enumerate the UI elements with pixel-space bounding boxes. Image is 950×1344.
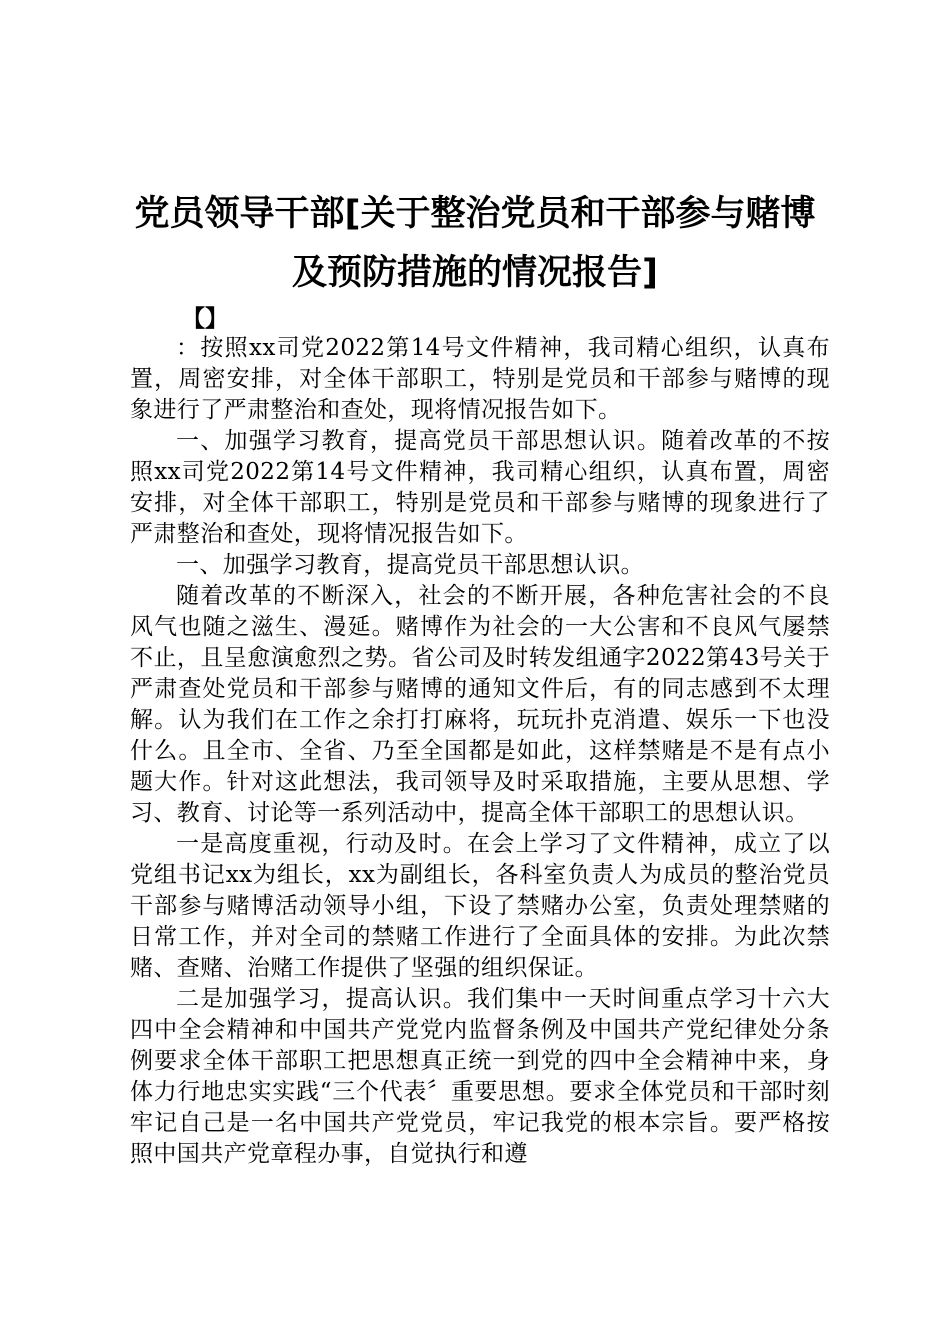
document-title-line-1: 党员领导干部[关于整治党员和干部参与赌博 bbox=[134, 194, 816, 234]
paragraph-background: 随着改革的不断深入，社会的不断开展，各种危害社会的不良风气也随之滋生、漫延。赌博作为社会的一大公害和不良风气屡禁不止，且呈愈演愈烈之势。省公司及时转发组通字2022第43号关于严肃查处党员和干部参与赌博的通知文件后，有的同志感到不太理解。认为我们在工作之余打打麻将，玩玩扑克消遣、娱乐一下也没什么。且全市、全省、乃至全国都是如此，这样禁赌是不是有点小题大作。针对这此想法，我司领导及时采取措施，主要从思想、学习、教育、讨论等一系列活动中，提高全体干部职工的思想认识。 bbox=[130, 583, 830, 826]
paragraph-point-1: 一是高度重视，行动及时。在会上学习了文件精神，成立了以党组书记xx为组长，xx为副组长，各科室负责人为成员的整治党员干部参与赌博活动领导小组，下设了禁赌办公室，负责处理禁赌的日常工作，并对全司的禁赌工作进行了全面具体的安排。为此次禁赌、查赌、治赌工作提供了坚强的组织保证。 bbox=[130, 831, 830, 981]
paragraph-intro: ：按照xx司党2022第14号文件精神，我司精心组织，认真布置，周密安排，对全体干部职工，特别是党员和干部参与赌博的现象进行了严肃整治和查处，现将情况报告如下。 bbox=[130, 335, 830, 423]
paragraph-point-2: 二是加强学习，提高认识。我们集中一天时间重点学习十六大四中全会精神和中国共产党党内监督条例及中国共产党纪律处分条例要求全体干部职工把思想真正统一到党的四中全会精神中来，身体力行地忠实实践“三个代表〞重要思想。要求全体党员和干部时刻牢记自己是一名中国共产党党员，牢记我党的根本宗旨。要严格按照中国共产党章程办事，自觉执行和遵 bbox=[130, 986, 830, 1167]
paragraph-section-1-heading: 一、加强学习教育，提高党员干部思想认识。 bbox=[176, 552, 644, 578]
bracket-mark: 【】 bbox=[182, 306, 228, 332]
document-title-line-2: 及预防措施的情况报告] bbox=[292, 253, 658, 293]
document-body bbox=[130, 333, 830, 1170]
paragraph-section-1-repeat: 一、加强学习教育，提高党员干部思想认识。随着改革的不按照xx司党2022第14号文件精神，我司精心组织，认真布置，周密安排，对全体干部职工，特别是党员和干部参与赌博的现象进行了严肃整治和查处，现将情况报告如下。 bbox=[130, 428, 830, 547]
